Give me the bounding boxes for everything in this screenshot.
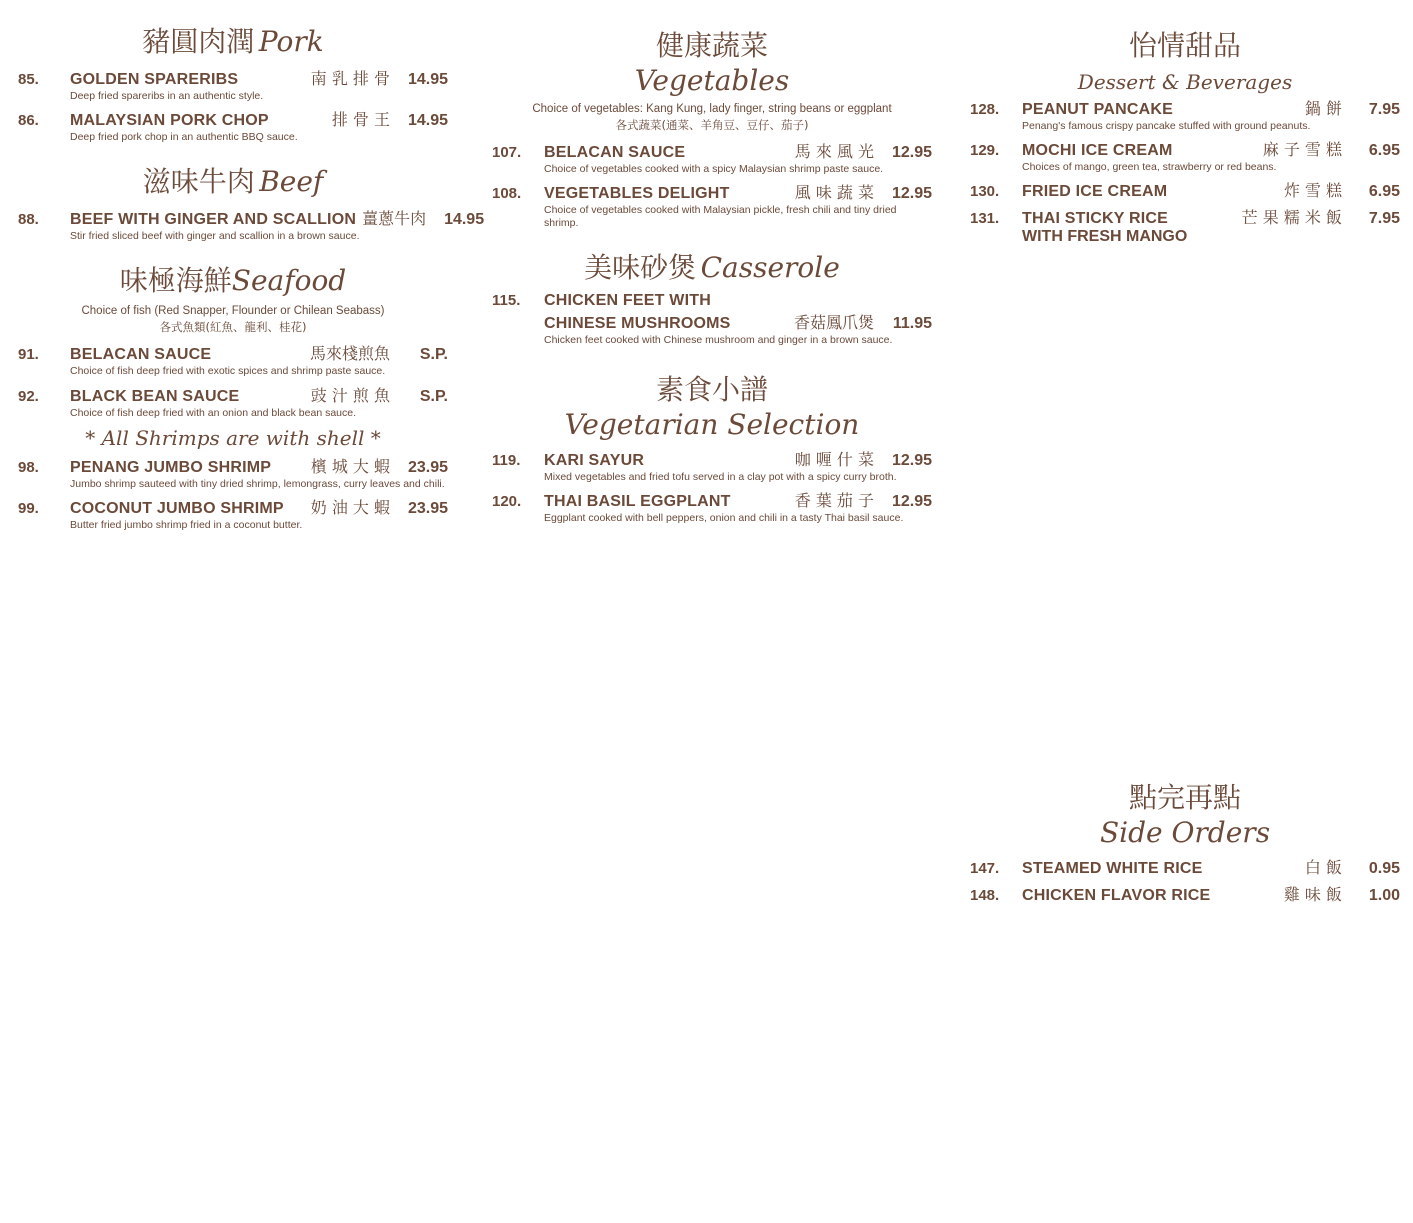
vegetables-note-zh: 各式蔬菜(通菜、羊角豆、豆仔、茄子) (615, 118, 809, 132)
item-price: 12.95 (891, 185, 932, 203)
item-name-zh: 咖 喱 什 菜 (794, 449, 874, 469)
item-number: 129. (970, 142, 1000, 160)
item-name-zh: 炸 雪 糕 (1283, 181, 1342, 201)
pork-title-zh: 豬圓肉潤 (142, 25, 255, 58)
item-name-zh: 豉 汁 煎 魚 (310, 385, 390, 405)
item-name-zh: 排 骨 王 (331, 110, 390, 130)
item-number: 130. (970, 183, 1000, 201)
item-price: 23.95 (407, 458, 448, 476)
item-name: THAI BASIL EGGPLANT (544, 492, 731, 510)
item-price: 6.95 (1368, 183, 1400, 201)
vegetarian-title-en: Vegetarian Selection (564, 407, 860, 441)
vegetables-note: Choice of vegetables: Kang Kung, lady finger, string beans or eggplant (532, 103, 892, 115)
item-description: Chicken feet cooked with Chinese mushroom and ginger in a brown sauce. (544, 334, 893, 347)
item-number: 115. (492, 292, 521, 310)
item-number: 148. (970, 887, 1000, 905)
item-name: BEEF WITH GINGER AND SCALLION (70, 211, 357, 229)
item-name-zh: 雞 味 飯 (1283, 885, 1342, 905)
menu-column-1 (18, 18, 485, 1213)
menu-item (492, 447, 932, 484)
item-number (18, 346, 70, 363)
section-title-vegetables (492, 24, 932, 97)
item-name: KARI SAYUR (544, 451, 645, 469)
beef-title-en: Beef (259, 165, 324, 199)
item-name-zh: 白 飯 (1304, 858, 1342, 878)
item-name-zh: 檳 城 大 蝦 (310, 456, 390, 476)
menu-column-2 (492, 18, 932, 1213)
side-orders-title-en: Side Orders (1099, 816, 1271, 850)
item-description: Deep fried spareribs in an authentic style. (70, 90, 264, 102)
item-price: 11.95 (892, 315, 932, 333)
item-price: 7.95 (1368, 101, 1400, 118)
item-name-line2: WITH FRESH MANGO (1022, 228, 1188, 246)
item-number: 108. (492, 185, 522, 203)
item-price: 14.95 (407, 112, 448, 130)
item-description: Choice of vegetables cooked with a spicy Malaysian shrimp paste sauce. (544, 163, 884, 175)
menu-item (492, 139, 932, 176)
item-number: 120. (492, 492, 522, 510)
item-name-zh: 麻 子 雪 糕 (1262, 140, 1342, 160)
item-name: MOCHI ICE CREAM (1022, 142, 1173, 160)
menu-item (492, 180, 932, 230)
item-name: PEANUT PANCAKE (1022, 101, 1173, 118)
item-price: 7.95 (1368, 210, 1400, 228)
item-description: Mixed vegetables and fried tofu served in a clay pot with a spicy curry broth. (544, 470, 897, 483)
seafood-title-zh: 味極海鮮 (119, 264, 232, 298)
section-title-side-orders (970, 776, 1400, 849)
item-name: BELACAN SAUCE (70, 346, 212, 364)
item-name-zh: 芒 果 糯 米 飯 (1241, 208, 1342, 228)
item-description: Choices of mango, green tea, strawberry or red beans. (1022, 161, 1277, 174)
vegetarian-title-zh: 素食小譜 (655, 372, 768, 406)
section-title-seafood (18, 259, 448, 299)
item-price: S.P. (419, 387, 448, 405)
side-orders-title-zh: 點完再點 (1128, 781, 1241, 815)
item-name: VEGETABLES DELIGHT (544, 185, 730, 203)
seafood-note-zh: 各式魚類(紅魚、龍利、桂花) (159, 320, 307, 335)
section-title-vegetarian (492, 368, 932, 441)
item-number: 85. (18, 71, 39, 88)
item-number: 119. (492, 451, 521, 469)
dessert-title-zh: 怡情甜品 (1128, 29, 1241, 62)
vegetables-title-zh: 健康蔬菜 (655, 29, 768, 62)
item-name-zh: 鍋 餅 (1304, 99, 1342, 118)
menu-item (970, 96, 1400, 133)
item-name-zh: 南 乳 排 骨 (310, 69, 390, 88)
dessert-title-en: Dessert & Beverages (1077, 70, 1293, 94)
menu-column-3 (970, 18, 1400, 1213)
menu-item (18, 206, 485, 243)
casserole-title-en: Casserole (700, 251, 840, 285)
item-description: Penang's famous crispy pancake stuffed with ground peanuts. (1022, 120, 1311, 132)
item-number-text: 91. (18, 346, 39, 364)
menu-item (18, 66, 448, 103)
menu-item (970, 855, 1400, 878)
item-name-zh: 香菇鳳爪煲 (793, 313, 874, 333)
item-price: 12.95 (891, 492, 932, 510)
menu-item (492, 488, 932, 525)
item-price: 12.95 (891, 144, 932, 161)
item-description: Choice of fish deep fried with exotic spices and shrimp paste sauce. (70, 365, 386, 378)
item-name: COCONUT JUMBO SHRIMP (70, 499, 284, 517)
item-number: 131. (970, 210, 1000, 228)
item-number: 128. (970, 101, 1000, 118)
item-price: 14.95 (407, 71, 448, 88)
item-description: Jumbo shrimp sauteed with tiny dried shrimp, lemongrass, curry leaves and chili. (70, 477, 445, 490)
item-name: GOLDEN SPARERIBS (70, 71, 239, 88)
item-price: 1.00 (1368, 887, 1400, 905)
item-name: CHICKEN FLAVOR RICE (1022, 887, 1211, 905)
item-number: 88. (18, 211, 39, 229)
item-description: Stir fried sliced beef with ginger and scallion in a brown sauce. (70, 230, 360, 243)
item-number: 147. (970, 860, 1000, 878)
item-name-zh: 香 葉 茄 子 (794, 490, 874, 510)
menu-item (18, 383, 448, 420)
menu-item (970, 178, 1400, 201)
menu-item (18, 107, 448, 144)
menu-item (18, 495, 448, 532)
item-description: Deep fried pork chop in an authentic BBQ sauce. (70, 131, 298, 144)
menu-item (18, 341, 448, 378)
item-number: 107. (492, 144, 522, 161)
pork-title-en: Pork (258, 25, 324, 58)
item-name: FRIED ICE CREAM (1022, 183, 1168, 201)
vegetables-title-en: Vegetables (634, 64, 790, 97)
item-description: Eggplant cooked with bell peppers, onion and chili in a tasty Thai basil sauce. (544, 511, 904, 524)
item-name: CHICKEN FEET WITH (544, 292, 711, 310)
item-name-zh: 馬 來 風 光 (794, 142, 874, 161)
item-price: 6.95 (1368, 142, 1400, 160)
item-name-zh: 馬來棧煎魚 (309, 344, 390, 364)
item-number: 98. (18, 458, 39, 476)
item-name: PENANG JUMBO SHRIMP (70, 458, 272, 476)
section-title-dessert (970, 24, 1400, 64)
item-number: 86. (18, 112, 39, 130)
seafood-note: Choice of fish (Red Snapper, Flounder or Chilean Seabass) (81, 305, 385, 318)
menu-item (970, 205, 1400, 246)
item-number: 99. (18, 499, 39, 517)
item-description: Choice of fish deep fried with an onion and black bean sauce. (70, 406, 357, 419)
item-description: Choice of vegetables cooked with Malaysian pickle, fresh chili and tiny dried shrimp. (544, 204, 897, 230)
item-name-zh: 奶 油 大 蝦 (310, 497, 390, 517)
menu-item (18, 454, 448, 491)
section-title-pork (18, 20, 448, 60)
item-name: STEAMED WHITE RICE (1022, 860, 1203, 878)
menu-item (492, 292, 932, 347)
section-title-casserole (492, 246, 932, 286)
item-price: 12.95 (891, 451, 932, 469)
item-price: 23.95 (407, 499, 448, 517)
item-name-zh: 薑蔥牛肉 (362, 209, 427, 229)
item-number: 92. (18, 387, 39, 405)
menu-item (970, 137, 1400, 174)
item-price: 0.95 (1368, 860, 1400, 878)
item-name: BLACK BEAN SAUCE (70, 387, 240, 405)
item-description: Butter fried jumbo shrimp fried in a coconut butter. (70, 518, 303, 531)
section-title-beef (18, 160, 448, 200)
beef-title-zh: 滋味牛肉 (142, 165, 255, 199)
item-name: BELACAN SAUCE (544, 144, 686, 161)
shrimp-shell-note: * All Shrimps are with shell * (85, 425, 381, 450)
casserole-title-zh: 美味砂煲 (584, 251, 697, 285)
item-name: MALAYSIAN PORK CHOP (70, 112, 269, 130)
item-price: S.P. (419, 346, 448, 364)
item-name-line2: CHINESE MUSHROOMS (544, 315, 731, 333)
item-name: THAI STICKY RICE (1022, 210, 1169, 228)
menu-item (970, 882, 1400, 905)
item-name-zh: 風 味 蔬 菜 (794, 183, 874, 203)
seafood-title-en: Seafood (231, 264, 347, 298)
item-price: 14.95 (444, 211, 485, 229)
